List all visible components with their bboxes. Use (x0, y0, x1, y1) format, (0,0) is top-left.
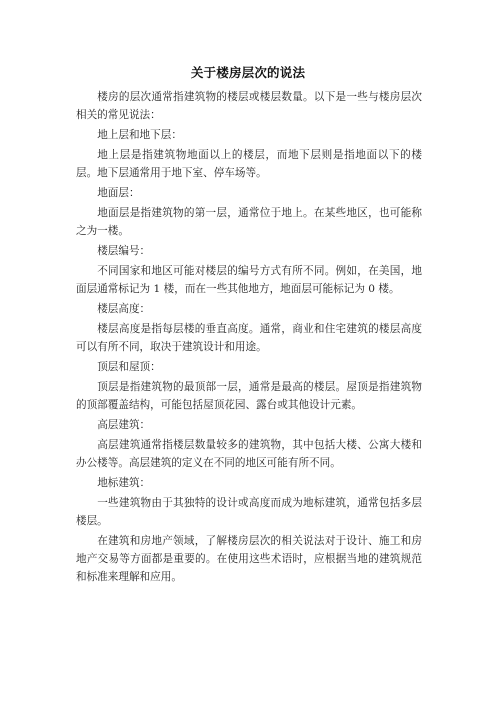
section-heading-above-below-ground: 地上层和地下层： (97, 129, 182, 141)
section-text-high-rise: 高层建筑通常指楼层数量较多的建筑物，其中包括大楼、公寓大楼和办公楼等。高层建筑的定义在不同的地区可能有所不同。 (76, 439, 422, 469)
section-text-top-floor-roof: 顶层是指建筑物的最顶部一层，通常是最高的楼层。屋顶是指建筑物的顶部覆盖结构，可能包括屋顶花园、露台或其他设计元素。 (76, 381, 422, 411)
section-text-above-below-ground: 地上层是指建筑物地面以上的楼层，而地下层则是指地面以下的楼层。地下层通常用于地下室、停车场等。 (76, 149, 422, 179)
section-text-ground-floor: 地面层是指建筑物的第一层，通常位于地上。在某些地区，也可能称之为一楼。 (76, 207, 422, 237)
section-text-floor-numbering: 不同国家和地区可能对楼层的编号方式有所不同。例如，在美国，地面层通常标记为 1 楼，而在一些其他地方，地面层可能标记为 0 楼。 (76, 265, 422, 295)
page-title: 关于楼房层次的说法 (190, 65, 306, 80)
document-body (76, 88, 422, 588)
section-heading-high-rise: 高层建筑： (97, 419, 151, 431)
section-text-landmark: 一些建筑物由于其独特的设计或高度而成为地标建筑，通常包括多层楼层。 (76, 497, 422, 527)
section-heading-landmark: 地标建筑： (97, 477, 151, 489)
conclusion-paragraph: 在建筑和房地产领域，了解楼房层次的相关说法对于设计、施工和房地产交易等方面都是重要的。在使用这些术语时，应根据当地的建筑规范和标准来理解和应用。 (76, 535, 422, 583)
section-text-floor-height: 楼层高度是指每层楼的垂直高度。通常，商业和住宅建筑的楼层高度可以有所不同，取决于建筑设计和用途。 (76, 323, 422, 353)
section-heading-top-floor-roof: 顶层和屋顶： (97, 361, 161, 373)
section-heading-ground-floor: 地面层： (97, 187, 140, 199)
section-heading-floor-height: 楼层高度： (97, 303, 151, 315)
intro-paragraph: 楼房的层次通常指建筑物的楼层或楼层数量。以下是一些与楼房层次相关的常见说法： (76, 91, 422, 121)
section-heading-floor-numbering: 楼层编号： (97, 245, 151, 257)
